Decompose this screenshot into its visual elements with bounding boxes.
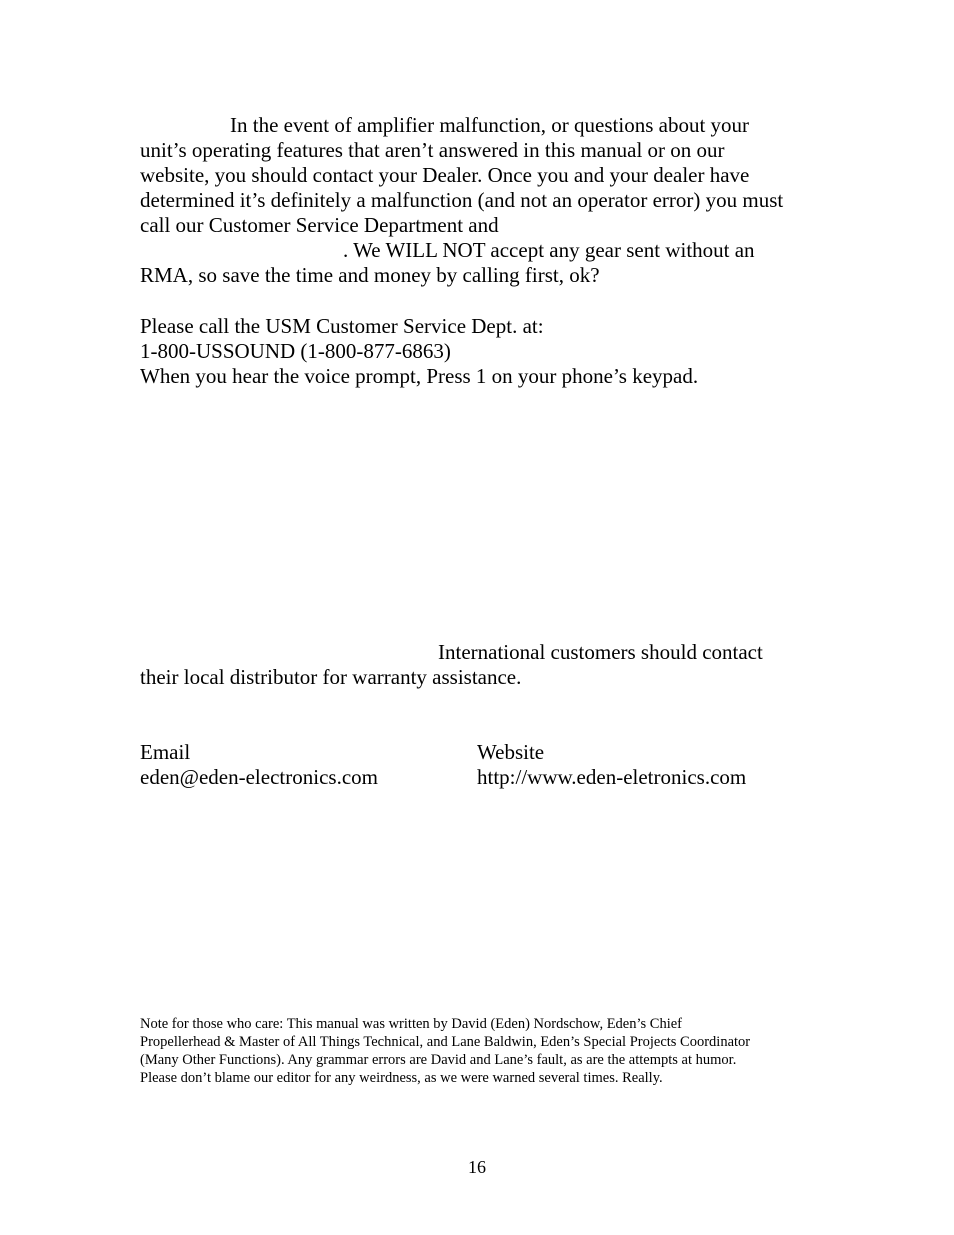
email-label: Email (140, 740, 191, 764)
note-line-1: Note for those who care: This manual was written by David (Eden) Nordschow, Eden’s Chief (140, 1016, 683, 1032)
service-line-5: call our Customer Service Department and (140, 213, 499, 237)
international-line-1: International customers should contact (438, 640, 763, 664)
international-line-2: their local distributor for warranty assistance. (140, 665, 522, 689)
website-url: http://www.eden-eletronics.com (477, 765, 747, 789)
page-number: 16 (468, 1157, 486, 1177)
voice-prompt-instruction: When you hear the voice prompt, Press 1 on your phone’s keypad. (140, 364, 699, 388)
service-line-6: . We WILL NOT accept any gear sent without an (343, 238, 755, 262)
note-line-3: (Many Other Functions). Any grammar errors are David and Lane’s fault, as are the attempts at humor. (140, 1052, 737, 1068)
note-line-2: Propellerhead & Master of All Things Technical, and Lane Baldwin, Eden’s Special Projects Coordinator (140, 1034, 751, 1050)
contact-intro: Please call the USM Customer Service Dept. at: (140, 314, 544, 338)
service-line-2: unit’s operating features that aren’t answered in this manual or on our (140, 138, 725, 162)
phone-number: 1-800-USSOUND (1-800-877-6863) (140, 339, 451, 363)
service-line-1: In the event of amplifier malfunction, or questions about your (230, 113, 750, 137)
service-line-4: determined it’s definitely a malfunction (and not an operator error) you must (140, 188, 784, 212)
service-line-7: RMA, so save the time and money by calling first, ok? (140, 263, 600, 287)
service-line-3: website, you should contact your Dealer. Once you and your dealer have (140, 163, 750, 187)
note-line-4: Please don’t blame our editor for any weirdness, as we were warned several times. Really. (140, 1070, 663, 1086)
email-address: eden@eden-electronics.com (140, 765, 378, 789)
website-label: Website (477, 740, 545, 764)
